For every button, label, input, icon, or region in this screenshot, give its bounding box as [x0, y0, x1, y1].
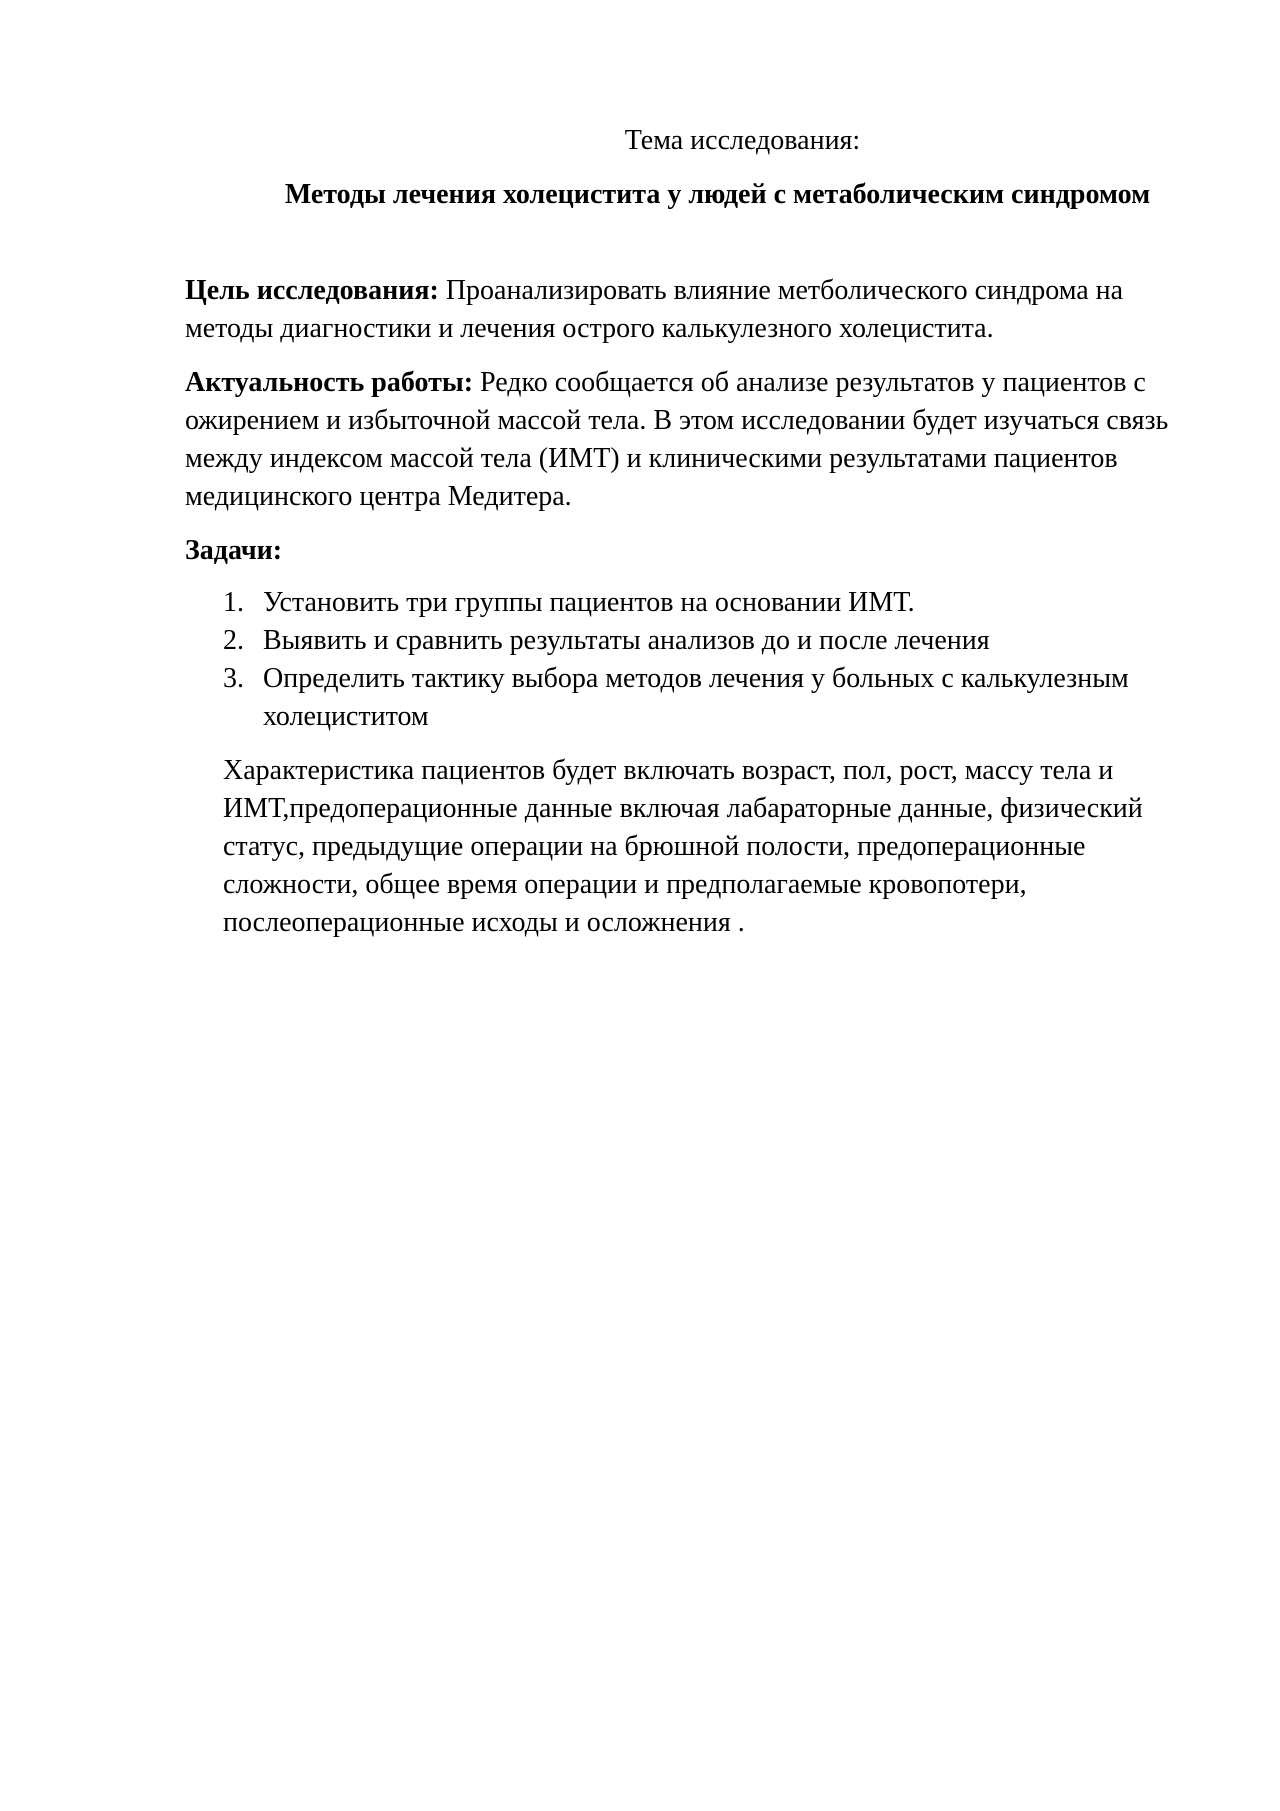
tasks-heading: Задачи: [185, 535, 283, 566]
characteristics-paragraph: Характеристика пациентов будет включать возраст, пол, рост, массу тела и ИМТ,предоперационные данные включая лабараторные данные, физический статус, предыдущие операции на брюшной полости, предоперационные сложности, общее время операции и предполагаемые кровопотери, послеоперационные исходы и осложнения . [223, 755, 1143, 938]
goal-text: Проанализировать влияние метболического синдрома на методы диагностики и лечения острого калькулезного холецистита. [185, 275, 1124, 344]
tasks-list [185, 584, 1180, 736]
relevance-text: Редко сообщается об анализе результатов у пациентов с ожирением и избыточной массой тела. В этом исследовании будет изучаться связь между индексом массой тела (ИМТ) и клиническими результатами пациентов медицинского центра Медитера. [185, 367, 1169, 512]
topic-label: Тема исследования: [624, 125, 861, 156]
task-text: Выявить и сравнить результаты анализов до и после лечения [263, 625, 990, 656]
task-text: Определить тактику выбора методов лечения у больных с калькулезным холециститом [263, 663, 1129, 732]
task-item [223, 622, 1180, 660]
task-number: 2. [223, 625, 244, 656]
task-item [223, 660, 1180, 736]
task-item [223, 584, 1180, 622]
task-number: 3. [223, 663, 244, 694]
goal-paragraph [185, 272, 1180, 348]
relevance-label: Актуальность работы: [185, 367, 474, 398]
task-number: 1. [223, 587, 244, 618]
topic-title: Методы лечения холецистита у людей с метаболическим синдромом [284, 179, 1151, 210]
goal-label: Цель исследования: [185, 275, 439, 306]
relevance-paragraph [185, 364, 1180, 516]
task-text: Установить три группы пациентов на основании ИМТ. [263, 587, 915, 618]
